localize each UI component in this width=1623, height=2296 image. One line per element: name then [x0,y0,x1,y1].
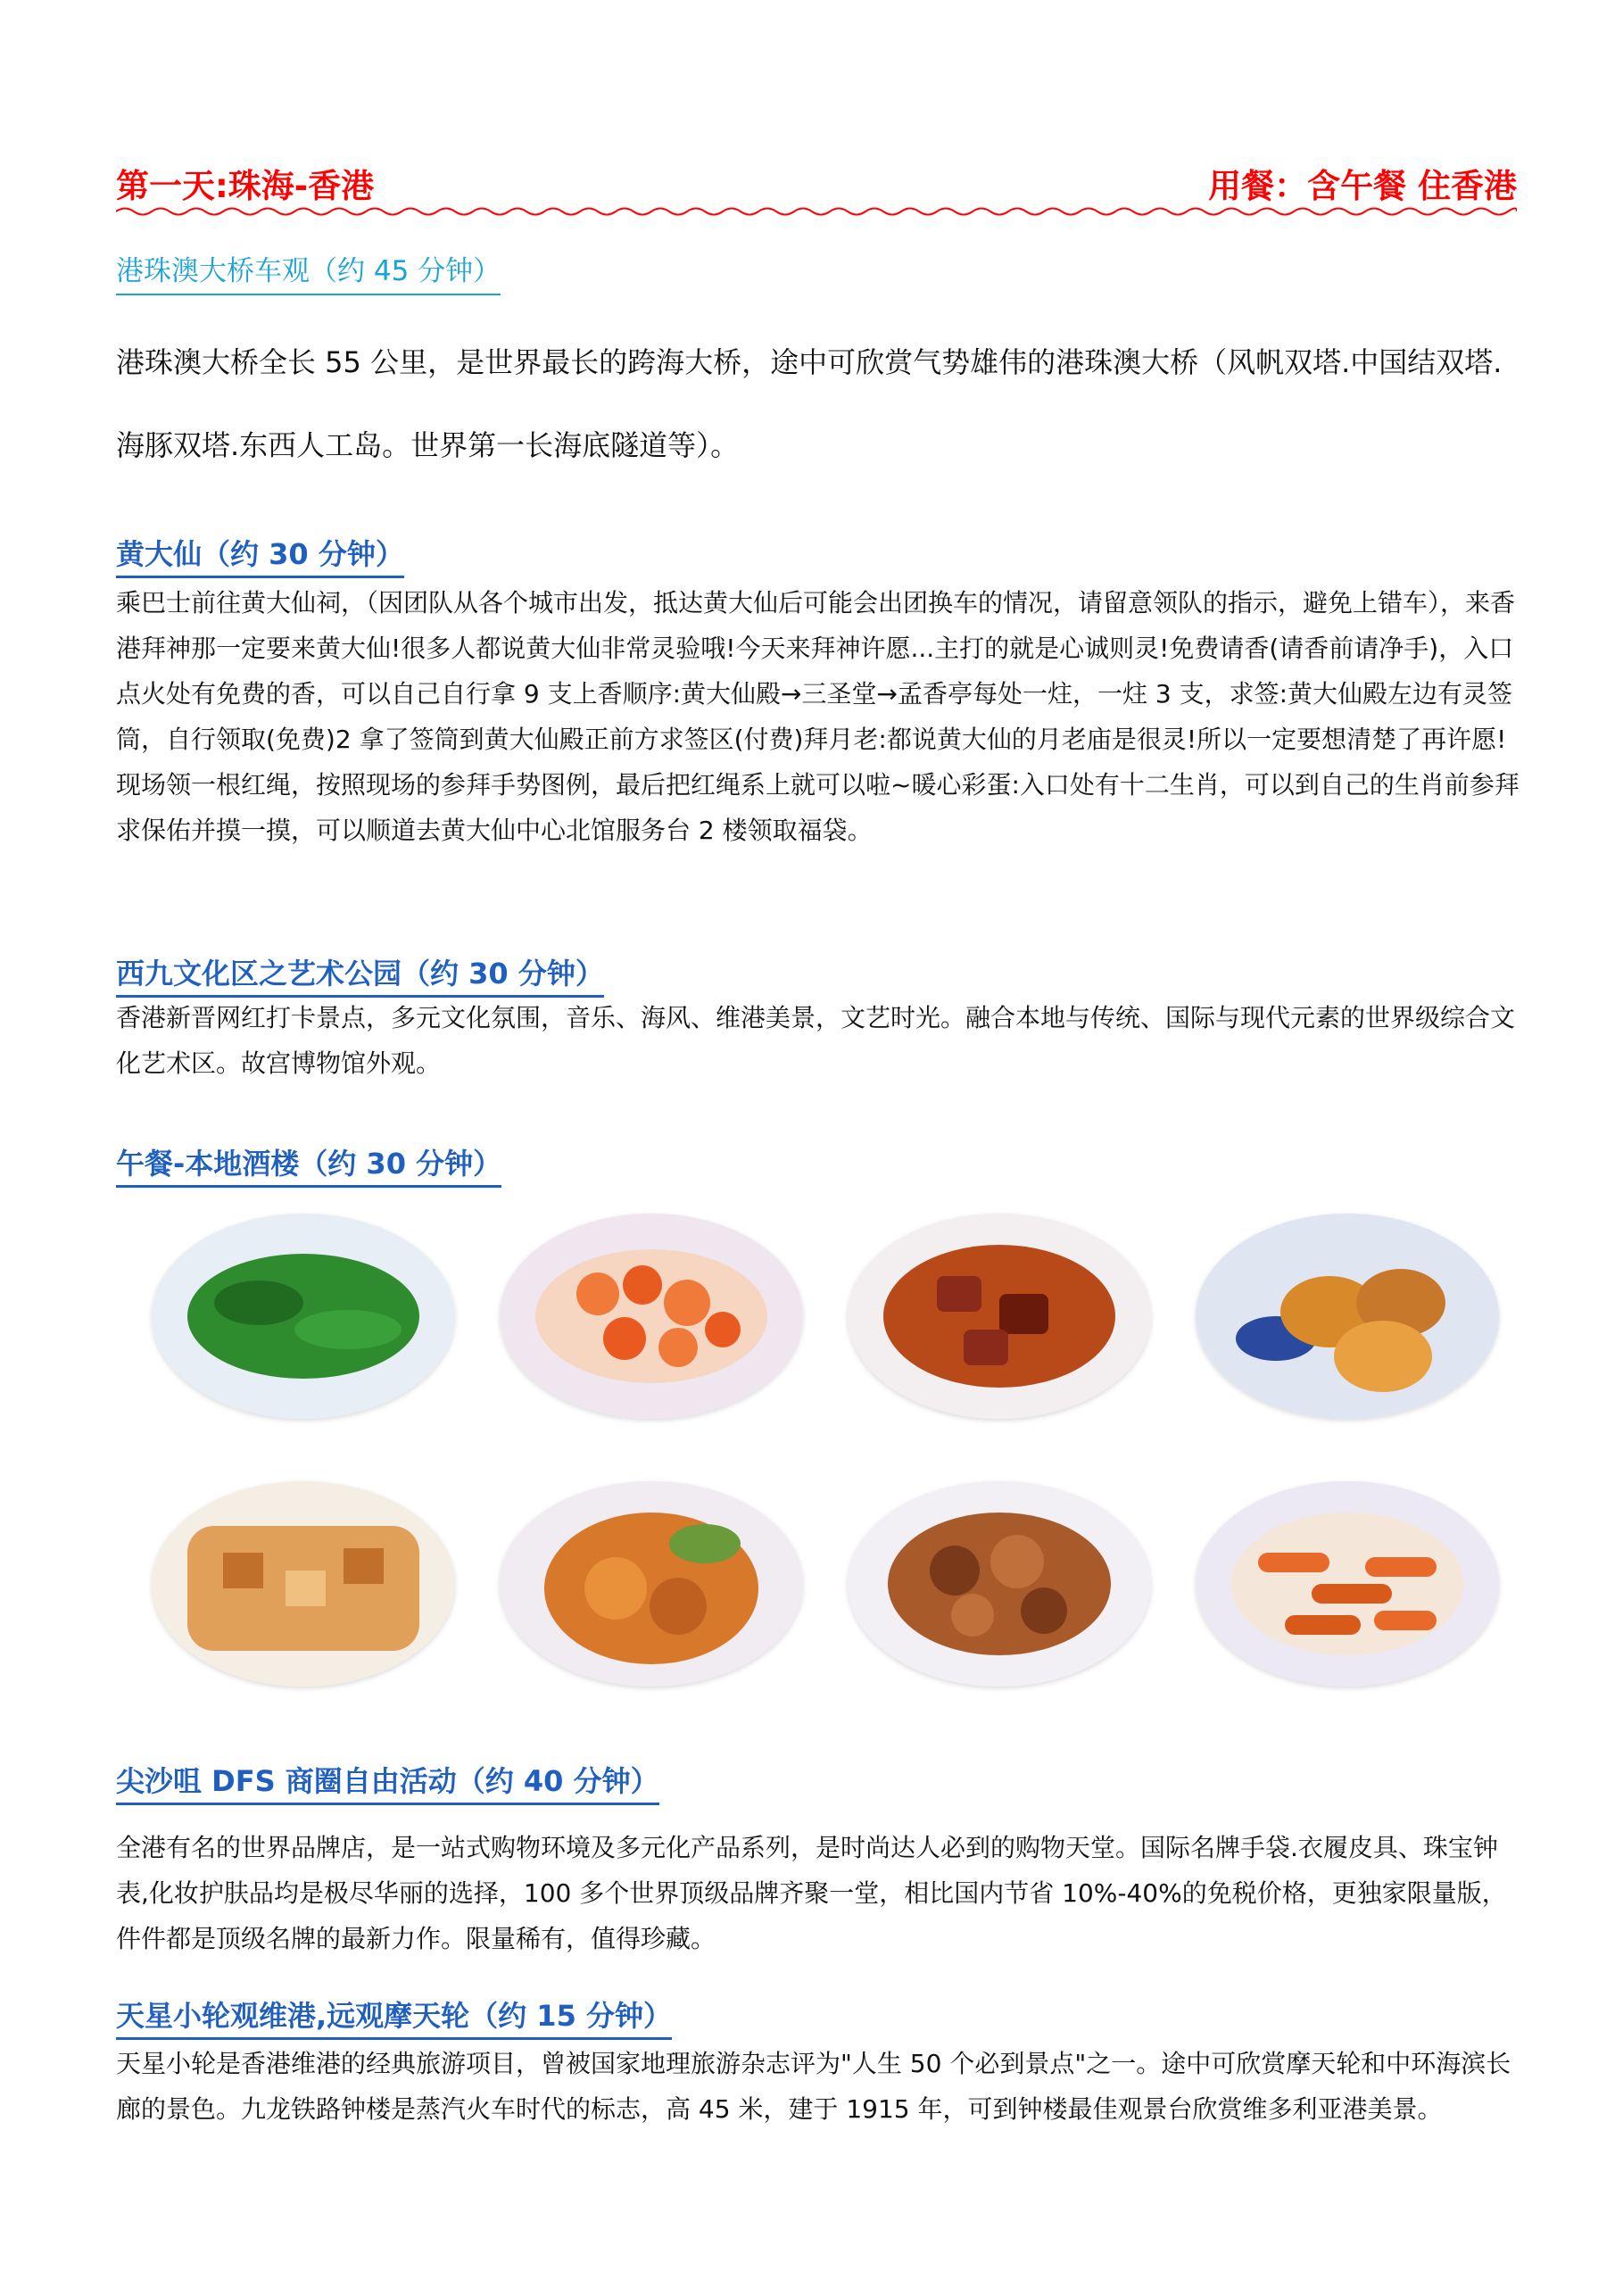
section-text-bridge: 港珠澳大桥全长 55 公里，是世界最长的跨海大桥，途中可欣赏气势雄伟的港珠澳大桥（风帆双塔.中国结双塔.海豚双塔.东西人工岛。世界第一长海底隧道等）。 [116,345,1503,462]
section-title-text: 港珠澳大桥车观（约 45 分钟） [116,255,501,287]
day-header [116,166,1517,220]
dish-photo-tofu [152,1481,455,1687]
dish-photo-shrimp [500,1214,803,1419]
section-text-westkowloon: 香港新晋网红打卡景点，多元文化氛围，音乐、海风、维港美景，文艺时光。融合本地与传统、国际与现代元素的世界级综合文化艺术区。故宫博物馆外观。 [116,1003,1516,1078]
day-meal-info: 用餐：含午餐 住香港 [1208,167,1517,205]
title-underline [116,294,501,295]
section-title-westkowloon [116,955,604,992]
section-title-text: 西九文化区之艺术公园（约 30 分钟） [116,957,604,991]
section-title-text: 尖沙咀 DFS 商圈自由活动（约 40 分钟） [116,1764,659,1798]
dish-photo-fried-cakes [1196,1214,1499,1419]
section-text-wongtaisin: 乘巴士前往黄大仙祠，（因团队从各个城市出发，抵达黄大仙后可能会出团换车的情况，请留意领队的指示，避免上错车），来香港拜神那一定要来黄大仙!很多人都说黄大仙非常灵验哦!今天来拜神许愿...主打的就是心诚则灵!免费请香(请香前请净手)，入口点火处有免费的香，可以自己自行拿 9 支上香顺序:黄大仙殿→三圣堂→孟香亭每处一炷，一炷 3 支，求签:黄大仙殿左边有灵签筒，自行领取(免费)2 拿了签筒到黄大仙殿正前方求签区(付费)拜月老:都说黄大仙的月老庙是很灵!所以一定要想清楚了再许愿!现场领一根红绳，按照现场的参拜手势图例，最后把红绳系上就可以啦~暖心彩蛋:入口处有十二生肖，可以到自己的生肖前参拜求保佑并摸一摸，可以顺道去黄大仙中心北馆服务台 2 楼领取福袋。 [116,588,1519,845]
dish-photo-spiced-meat [848,1481,1151,1687]
title-underline [116,1803,659,1805]
food-photo-grid [152,1214,1526,1713]
dish-photo-braised-pork [848,1214,1151,1419]
section-title-text: 黄大仙（约 30 分钟） [116,537,404,571]
title-underline [116,1185,501,1188]
section-title-bridge [116,253,501,290]
section-title-text: 天星小轮观维港,远观摩天轮（约 15 分钟） [116,1999,672,2033]
dish-photo-fried-chicken [500,1481,803,1687]
day-title: 第一天:珠海-香港 [116,167,375,205]
section-title-starferry [116,1997,672,2035]
title-underline [116,576,404,578]
dish-photo-stir-fried-greens [152,1214,455,1419]
section-title-wongtaisin [116,535,404,573]
dish-photo-fried-dough [1196,1481,1499,1687]
section-title-lunch [116,1145,501,1182]
section-title-tst [116,1762,659,1800]
section-title-text: 午餐-本地酒楼（约 30 分钟） [116,1147,502,1181]
section-text-starferry: 天星小轮是香港维港的经典旅游项目，曾被国家地理旅游杂志评为"人生 50 个必到景点"之一。途中可欣赏摩天轮和中环海滨长廊的景色。九龙铁路钟楼是蒸汽火车时代的标志，高 45 米，建于 1915 年，可到钟楼最佳观景台欣赏维多利亚港美景。 [116,2049,1511,2124]
title-underline [116,2037,672,2040]
section-text-tst: 全港有名的世界品牌店，是一站式购物环境及多元化产品系列，是时尚达人必到的购物天堂。国际名牌手袋.衣履皮具、珠宝钟表,化妆护肤品均是极尽华丽的选择，100 多个世界顶级品牌齐聚一堂，相比国内节省 10%-40%的免税价格，更独家限量版，件件都是顶级名牌的最新力作。限量稀有，值得珍藏。 [116,1833,1507,1953]
wavy-underline [116,205,1517,218]
